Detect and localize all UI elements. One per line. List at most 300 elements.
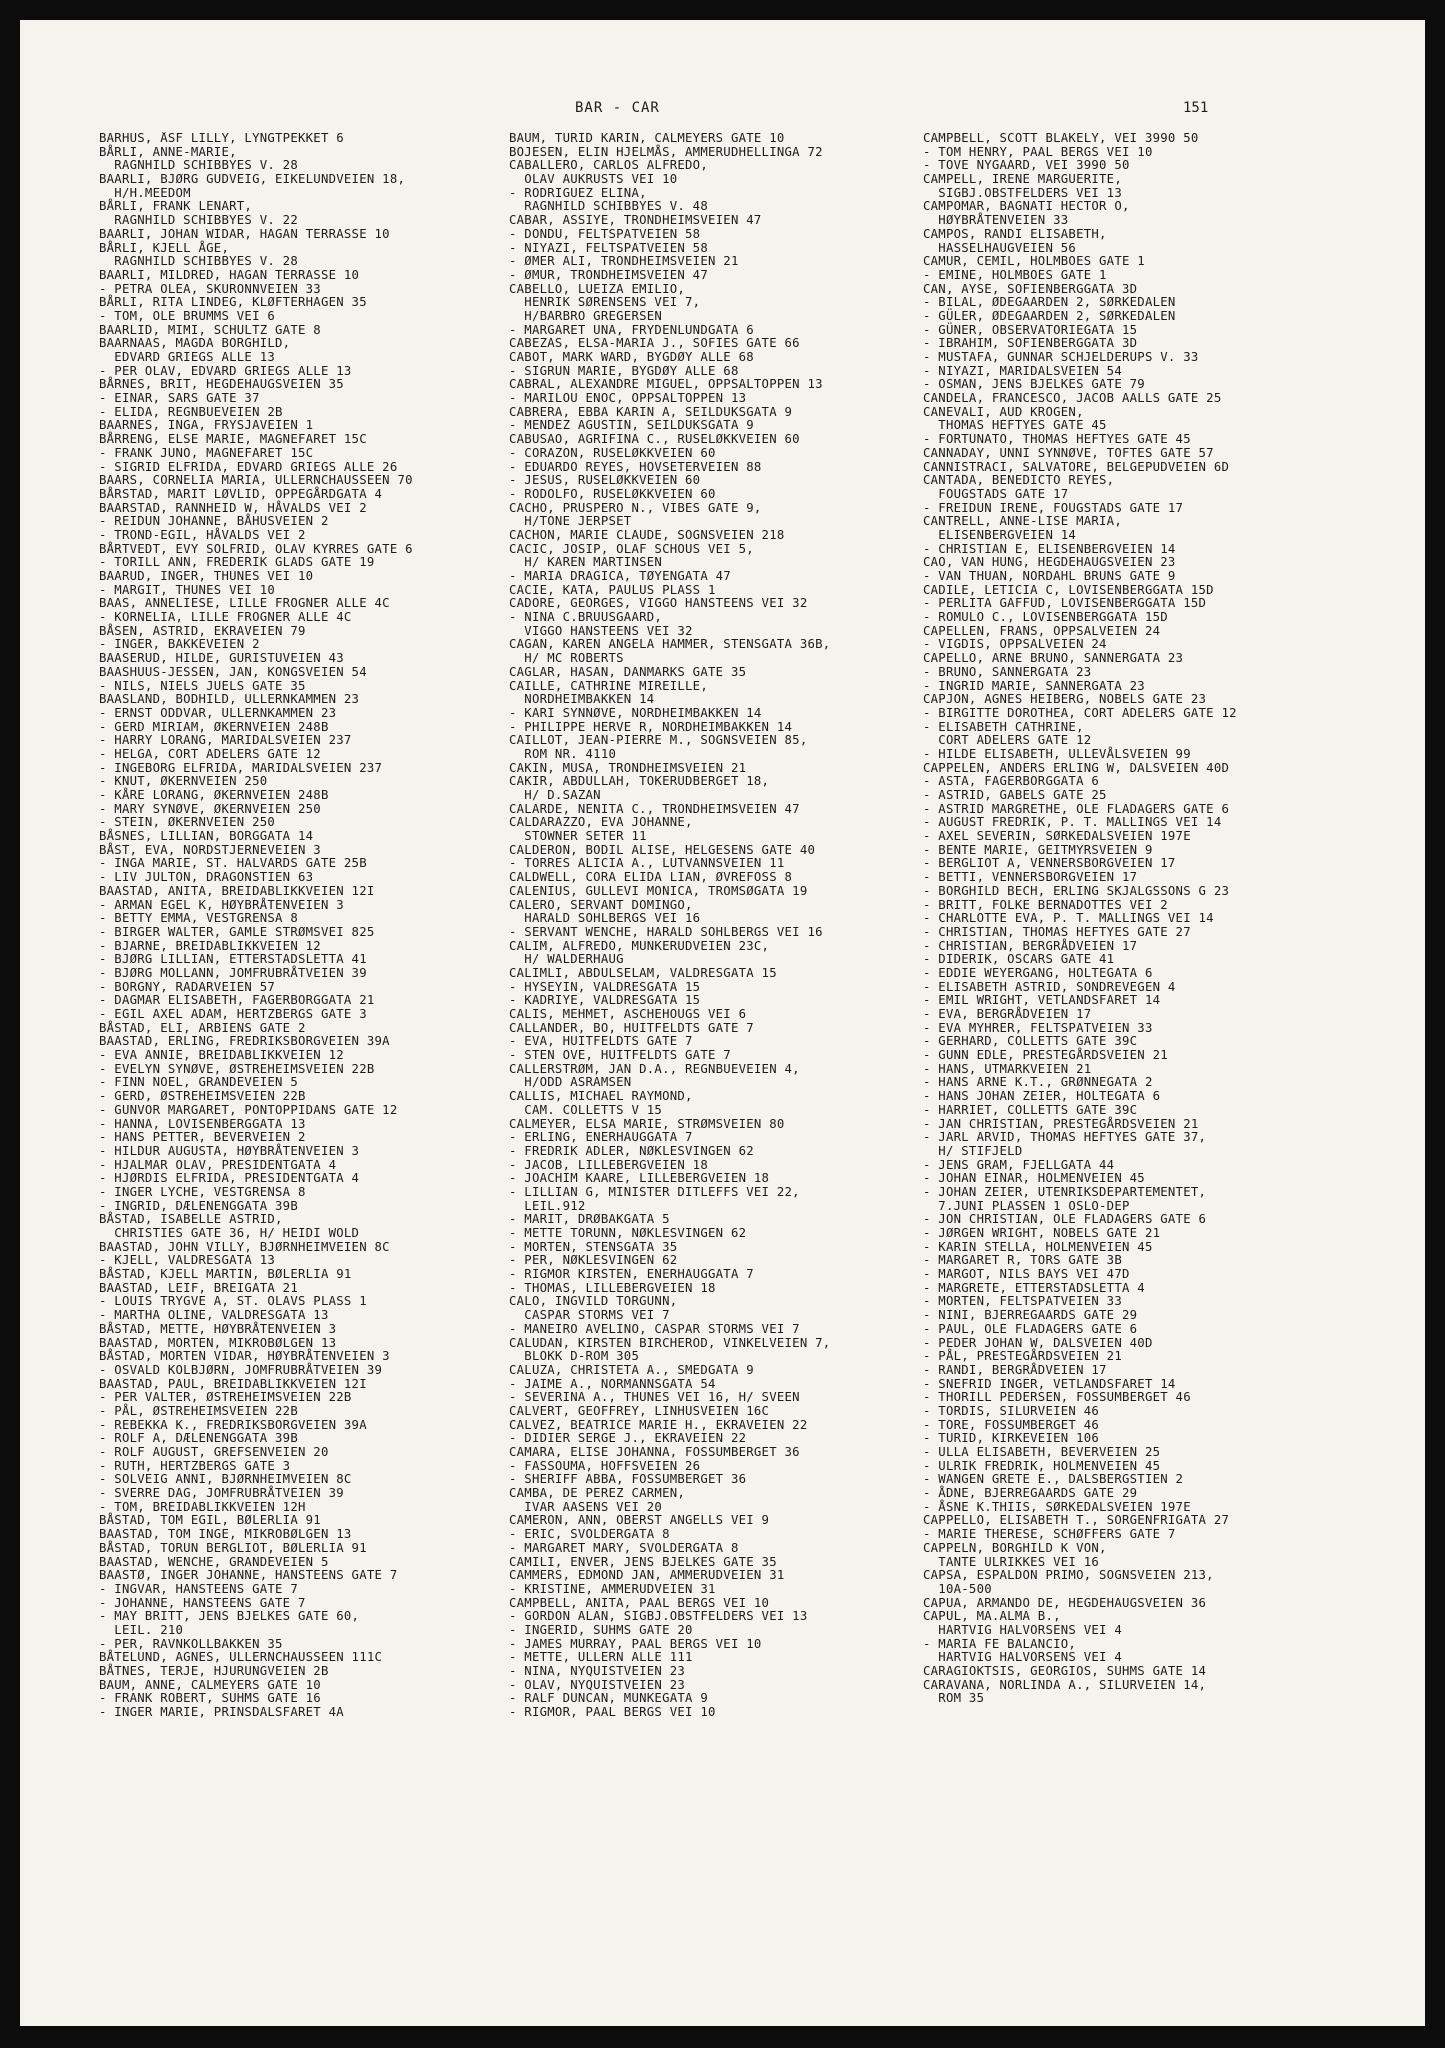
directory-entry-line: - EDUARDO REYES, HOVSETERVEIEN 88 <box>509 459 762 474</box>
directory-entry-line: - HJØRDIS ELFRIDA, PRESIDENTGATA 4 <box>99 1171 360 1186</box>
directory-entry-line: - CHARLOTTE EVA, P. T. MALLINGS VEI 14 <box>923 911 1214 926</box>
directory-entry-line: - CHRISTIAN, BERGRÅDVEIEN 17 <box>923 938 1138 953</box>
directory-entry-line: BAARLID, MIMI, SCHULTZ GATE 8 <box>99 322 321 337</box>
directory-entry-line: BOJESEN, ELIN HJELMÅS, AMMERUDHELLINGA 72 <box>509 144 823 159</box>
directory-entry-line: - HANS PETTER, BEVERVEIEN 2 <box>99 1130 306 1145</box>
directory-entry-line: - GORDON ALAN, SIGBJ.OBSTFELDERS VEI 13 <box>509 1609 808 1624</box>
directory-entry-line: BAUM, TURID KARIN, CALMEYERS GATE 10 <box>509 132 785 145</box>
directory-entry-line: CANNADAY, UNNI SYNNØVE, TOFTES GATE 57 <box>923 445 1214 460</box>
directory-entry-line: BÅSNES, LILLIAN, BORGGATA 14 <box>99 829 314 844</box>
directory-entry-line: CAPELLO, ARNE BRUNO, SANNERGATA 23 <box>923 651 1184 666</box>
directory-entry-line: CABRERA, EBBA KARIN A, SEILDUKSGATA 9 <box>509 404 793 419</box>
directory-entry-line: H/BARBRO GREGERSEN <box>509 308 663 323</box>
directory-entry-line: - REIDUN JOHANNE, BÅHUSVEIEN 2 <box>99 514 329 529</box>
directory-entry-line: - INGA MARIE, ST. HALVARDS GATE 25B <box>99 856 367 871</box>
directory-entry-line: - EVELYN SYNØVE, ØSTREHEIMSVEIEN 22B <box>99 1061 375 1076</box>
directory-entry-line: - REBEKKA K., FREDRIKSBORGVEIEN 39A <box>99 1417 367 1432</box>
directory-entry-line: THOMAS HEFTYES GATE 45 <box>923 418 1107 433</box>
directory-entry-line: - HYSEYIN, VALDRESGATA 15 <box>509 979 701 994</box>
directory-entry-line: - ASTRID, GABELS GATE 25 <box>923 788 1107 802</box>
directory-entry-line: CAO, VAN HUNG, HEGDEHAUGSVEIEN 23 <box>923 555 1176 570</box>
directory-entry-line: CASPAR STORMS VEI 7 <box>509 1308 670 1323</box>
directory-entry-line: - HARRIET, COLLETTS GATE 39C <box>923 1102 1138 1117</box>
directory-entry-line: - FRANK ROBERT, SUHMS GATE 16 <box>99 1691 321 1706</box>
directory-entry-line: - PERLITA GAFFUD, LOVISENBERGGATA 15D <box>923 596 1207 611</box>
directory-entry-line: BÅTELUND, AGNES, ULLERNCHAUSSEEN 111C <box>99 1650 383 1665</box>
directory-entry-line: - TURID, KIRKEVEIEN 106 <box>923 1431 1100 1446</box>
directory-entry-line: - BENTE MARIE, GEITMYRSVEIEN 9 <box>923 842 1153 857</box>
directory-entry-line: CACIE, KATA, PAULUS PLASS 1 <box>509 582 716 597</box>
directory-entry-line: - DAGMAR ELISABETH, FAGERBORGGATA 21 <box>99 993 375 1008</box>
directory-entry-line: - INGER MARIE, PRINSDALSFARET 4A <box>99 1705 344 1720</box>
directory-entry-line: - JØRGEN WRIGHT, NOBELS GATE 21 <box>923 1226 1161 1240</box>
directory-entry-line: CALMEYER, ELSA MARIE, STRØMSVEIEN 80 <box>509 1116 785 1131</box>
directory-entry-line: - SIGRUN MARIE, BYGDØY ALLE 68 <box>509 363 739 378</box>
directory-entry-line: - ULRIK FREDRIK, HOLMENVEIEN 45 <box>923 1458 1161 1473</box>
directory-entry-line: BÅRSTAD, MARIT LØVLID, OPPEGÅRDGATA 4 <box>99 486 383 501</box>
directory-entry-line: - AXEL SEVERIN, SØRKEDALSVEIEN 197E <box>923 829 1191 844</box>
directory-entry-line: CANDELA, FRANCESCO, JACOB AALLS GATE 25 <box>923 391 1222 406</box>
directory-entry-line: BÅTNES, TERJE, HJURUNGVEIEN 2B <box>99 1664 329 1678</box>
directory-entry-line: - HILDUR AUGUSTA, HØYBRÅTENVEIEN 3 <box>99 1143 360 1158</box>
directory-entry-line: CADORE, GEORGES, VIGGO HANSTEENS VEI 32 <box>509 596 808 611</box>
directory-entry-line: CAILLE, CATHRINE MIREILLE, <box>509 678 708 693</box>
directory-entry-line: RAGNHILD SCHIBBYES V. 22 <box>99 213 298 228</box>
directory-entry-line: - ULLA ELISABETH, BEVERVEIEN 25 <box>923 1445 1161 1459</box>
directory-entry-line: - INGRID MARIE, SANNERGATA 23 <box>923 678 1145 693</box>
directory-entry-line: CAPUL, MA.ALMA B., <box>923 1609 1061 1624</box>
directory-entry-line: BÅST, EVA, NORDSTJERNEVEIEN 3 <box>99 842 321 857</box>
directory-entry-line: - JAIME A., NORMANNSGATA 54 <box>509 1376 716 1391</box>
directory-entry-line: BÅSEN, ASTRID, EKRAVEIEN 79 <box>99 623 306 638</box>
directory-entry-line: CAPPELLO, ELISABETH T., SORGENFRIGATA 27 <box>923 1513 1230 1528</box>
directory-entry-line: HARTVIG HALVORSENS VEI 4 <box>923 1650 1122 1665</box>
directory-entry-line: RAGNHILD SCHIBBYES V. 28 <box>99 254 298 269</box>
directory-entry-line: - NILS, NIELS JUELS GATE 35 <box>99 678 306 693</box>
directory-entry-line: BÅRLI, FRANK LENART, <box>99 199 253 214</box>
directory-entry-line: - PER, RAVNKOLLBAKKEN 35 <box>99 1636 283 1651</box>
directory-entry-line: - HJALMAR OLAV, PRESIDENTGATA 4 <box>99 1157 337 1172</box>
directory-entry-line: CABALLERO, CARLOS ALFREDO, <box>509 158 708 173</box>
directory-entry-line: - MORTEN, STENSGATA 35 <box>509 1239 678 1254</box>
directory-entry-line: CALIM, ALFREDO, MUNKERUDVEIEN 23C, <box>509 938 770 953</box>
directory-entry-line: - VIGDIS, OPPSALVEIEN 24 <box>923 637 1107 652</box>
directory-entry-line: CAPUA, ARMANDO DE, HEGDEHAUGSVEIEN 36 <box>923 1595 1207 1610</box>
directory-entry-line: - EMINE, HOLMBOES GATE 1 <box>923 267 1107 282</box>
directory-entry-line: - ARMAN EGEL K, HØYBRÅTENVEIEN 3 <box>99 897 344 912</box>
directory-entry-line: CANEVALI, AUD KROGEN, <box>923 404 1084 419</box>
directory-entry-line: CAGAN, KAREN ANGELA HAMMER, STENSGATA 36B, <box>509 637 831 652</box>
directory-entry-line: - KARI SYNNØVE, NORDHEIMBAKKEN 14 <box>509 705 762 720</box>
directory-entry-line: BAARNAAS, MAGDA BORGHILD, <box>99 336 291 351</box>
directory-entry-line: BAASLAND, BODHILD, ULLERNKAMMEN 23 <box>99 692 360 707</box>
directory-entry-line: - JARL ARVID, THOMAS HEFTYES GATE 37, <box>923 1130 1207 1145</box>
directory-entry-line: CACHON, MARIE CLAUDE, SOGNSVEIEN 218 <box>509 527 785 542</box>
directory-entry-line: - JOACHIM KAARE, LILLEBERGVEIEN 18 <box>509 1171 770 1186</box>
directory-entry-line: - INGER, BAKKEVEIEN 2 <box>99 637 260 652</box>
directory-entry-line: - MARIA DRAGICA, TØYENGATA 47 <box>509 569 731 583</box>
directory-entry-line: BAARUD, INGER, THUNES VEI 10 <box>99 569 314 583</box>
directory-entry-line: BÅSTAD, KJELL MARTIN, BØLERLIA 91 <box>99 1267 352 1282</box>
directory-entry-line: - HANS JOHAN ZEIER, HOLTEGATA 6 <box>923 1089 1161 1104</box>
directory-entry-line: H/ D.SAZAN <box>509 788 601 802</box>
directory-entry-line: BAASTØ, INGER JOHANNE, HANSTEENS GATE 7 <box>99 1568 398 1583</box>
directory-entry-line: - ÅDNE, BJERREGAARDS GATE 29 <box>923 1486 1138 1501</box>
directory-entry-line: - NINI, BJERREGAARDS GATE 29 <box>923 1308 1138 1323</box>
directory-entry-line: - RALF DUNCAN, MUNKEGATA 9 <box>509 1691 708 1706</box>
directory-entry-line: CALO, INGVILD TORGUNN, <box>509 1294 678 1309</box>
directory-entry-line: CALDERON, BODIL ALISE, HELGESENS GATE 40 <box>509 842 816 857</box>
directory-entry-line: - BILAL, ØDEGAARDEN 2, SØRKEDALEN <box>923 295 1176 310</box>
directory-entry-line: - MARGIT, THUNES VEI 10 <box>99 582 276 597</box>
directory-entry-line: BAASHUUS-JESSEN, JAN, KONGSVEIEN 54 <box>99 664 367 679</box>
directory-entry-line: CAILLOT, JEAN-PIERRE M., SOGNSVEIEN 85, <box>509 733 808 748</box>
directory-entry-line: - ERNST ODDVAR, ULLERNKAMMEN 23 <box>99 705 337 720</box>
directory-entry-line: - KJELL, VALDRESGATA 13 <box>99 1253 276 1268</box>
directory-entry-line: - JOHANNE, HANSTEENS GATE 7 <box>99 1595 306 1610</box>
directory-entry-line: - GUNVOR MARGARET, PONTOPPIDANS GATE 12 <box>99 1102 398 1117</box>
directory-entry-line: - BERGLIOT A, VENNERSBORGVEIEN 17 <box>923 856 1176 871</box>
directory-entry-line: - NIYAZI, FELTSPATVEIEN 58 <box>509 240 708 255</box>
directory-entry-line: HASSELHAUGVEIEN 56 <box>923 240 1077 255</box>
directory-entry-line: - PHILIPPE HERVE R, NORDHEIMBAKKEN 14 <box>509 719 793 734</box>
directory-entry-line: - KÅRE LORANG, ØKERNVEIEN 248B <box>99 788 329 802</box>
directory-entry-line: - ÅSNE K.THIIS, SØRKEDALSVEIEN 197E <box>923 1499 1191 1514</box>
directory-entry-line: - SHERIFF ABBA, FOSSUMBERGET 36 <box>509 1472 747 1487</box>
directory-entry-line: CABRAL, ALEXANDRE MIGUEL, OPPSALTOPPEN 13 <box>509 377 823 392</box>
directory-entry-line: - VAN THUAN, NORDAHL BRUNS GATE 9 <box>923 569 1176 583</box>
directory-entry-line: - INGVAR, HANSTEENS GATE 7 <box>99 1581 298 1596</box>
directory-entry-line: BÅSTAD, TORUN BERGLIOT, BØLERLIA 91 <box>99 1540 367 1555</box>
directory-entry-line: H/ WALDERHAUG <box>509 952 624 967</box>
directory-entry-line: - OSMAN, JENS BJELKES GATE 79 <box>923 377 1145 392</box>
directory-entry-line: - MAY BRITT, JENS BJELKES GATE 60, <box>99 1609 360 1624</box>
directory-entry-line: H/ODD ASRAMSEN <box>509 1075 632 1090</box>
directory-column-3 <box>923 132 1405 2012</box>
directory-entry-line: CAMILI, ENVER, JENS BJELKES GATE 35 <box>509 1554 777 1569</box>
directory-entry-line: IVAR AASENS VEI 20 <box>509 1499 663 1514</box>
directory-entry-line: - IBRAHIM, SOFIENBERGGATA 3D <box>923 336 1138 351</box>
directory-entry-line: 7.JUNI PLASSEN 1 OSLO-DEP <box>923 1198 1130 1213</box>
directory-entry-line: - THOMAS, LILLEBERGVEIEN 18 <box>509 1280 716 1295</box>
directory-entry-line: - SVERRE DAG, JOMFRUBRÅTVEIEN 39 <box>99 1486 344 1501</box>
directory-entry-line: - EGIL AXEL ADAM, HERTZBERGS GATE 3 <box>99 1007 367 1021</box>
directory-entry-line: - GÜNER, OBSERVATORIEGATA 15 <box>923 322 1138 337</box>
directory-entry-line: BLOKK D-ROM 305 <box>509 1349 640 1364</box>
directory-entry-line: - BORGHILD BECH, ERLING SKJALGSSONS G 23 <box>923 883 1230 898</box>
directory-entry-line: BAASTAD, ERLING, FREDRIKSBORGVEIEN 39A <box>99 1034 390 1049</box>
directory-entry-line: - PER, NØKLESVINGEN 62 <box>509 1253 678 1268</box>
directory-entry-line: - MENDEZ AGUSTIN, SEILDUKSGATA 9 <box>509 418 754 433</box>
directory-entry-line: - WANGEN GRETE E., DALSBERGSTIEN 2 <box>923 1472 1184 1487</box>
directory-entry-line: CHRISTIES GATE 36, H/ HEIDI WOLD <box>99 1226 360 1240</box>
directory-entry-line: - BORGNY, RADARVEIEN 57 <box>99 979 276 994</box>
directory-entry-line: RAGNHILD SCHIBBYES V. 48 <box>509 199 708 214</box>
directory-entry-line: BÅRTVEDT, EVY SOLFRID, OLAV KYRRES GATE 6 <box>99 541 413 556</box>
directory-entry-line: BAARNES, INGA, FRYSJAVEIEN 1 <box>99 418 314 433</box>
directory-entry-line: - LIV JULTON, DRAGONSTIEN 63 <box>99 870 314 885</box>
directory-entry-line: - PER VALTER, ØSTREHEIMSVEIEN 22B <box>99 1390 352 1405</box>
directory-entry-line: - JESUS, RUSELØKKVEIEN 60 <box>509 473 701 488</box>
directory-entry-line: BAASTAD, JOHN VILLY, BJØRNHEIMVEIEN 8C <box>99 1239 390 1254</box>
directory-entry-line: CALUDAN, KIRSTEN BIRCHEROD, VINKELVEIEN 7, <box>509 1335 831 1350</box>
directory-entry-line: CAKIN, MUSA, TRONDHEIMSVEIEN 21 <box>509 760 747 775</box>
directory-entry-line: - ROLF A, DÆLENENGGATA 39B <box>99 1431 298 1446</box>
directory-entry-line: - CHRISTIAN, THOMAS HEFTYES GATE 27 <box>923 924 1191 939</box>
directory-entry-line: - JENS GRAM, FJELLGATA 44 <box>923 1157 1115 1172</box>
directory-entry-line: - BJØRG LILLIAN, ETTERSTADSLETTA 41 <box>99 952 367 967</box>
directory-entry-line: EDVARD GRIEGS ALLE 13 <box>99 350 276 364</box>
directory-entry-line: - BJARNE, BREIDABLIKKVEIEN 12 <box>99 938 321 953</box>
directory-entry-line: CANTRELL, ANNE-LISE MARIA, <box>923 514 1122 529</box>
directory-entry-line: BAASTAD, PAUL, BREIDABLIKKVEIEN 12I <box>99 1376 367 1391</box>
directory-entry-line: - NIYAZI, MARIDALSVEIEN 54 <box>923 363 1122 378</box>
directory-entry-line: CALVERT, GEOFFREY, LINHUSVEIEN 16C <box>509 1403 770 1418</box>
directory-entry-line: BAASTAD, MORTEN, MIKROBØLGEN 13 <box>99 1335 337 1350</box>
directory-entry-line: - METTE, ULLERN ALLE 111 <box>509 1650 693 1665</box>
directory-entry-line: - NINA, NYQUISTVEIEN 23 <box>509 1664 686 1678</box>
directory-column-2 <box>509 132 919 2012</box>
directory-entry-line: - EVA, HUITFELDTS GATE 7 <box>509 1034 693 1049</box>
directory-entry-line: BAASTAD, LEIF, BREIGATA 21 <box>99 1280 298 1295</box>
directory-entry-line: - DIDIER SERGE J., EKRAVEIEN 22 <box>509 1431 747 1446</box>
directory-entry-line: H/TONE JERPSET <box>509 514 632 529</box>
directory-entry-line: - TOM, OLE BRUMMS VEI 6 <box>99 308 276 323</box>
directory-entry-line: BAARLI, JOHAN WIDAR, HAGAN TERRASSE 10 <box>99 226 390 241</box>
directory-entry-line: CAMUR, CEMIL, HOLMBOES GATE 1 <box>923 254 1145 269</box>
directory-entry-line: HENRIK SØRENSENS VEI 7, <box>509 295 701 310</box>
directory-entry-line: - PAUL, OLE FLADAGERS GATE 6 <box>923 1321 1138 1336</box>
directory-entry-line: CANNISTRACI, SALVATORE, BELGEPUDVEIEN 6D <box>923 459 1230 474</box>
directory-entry-line: - PER OLAV, EDVARD GRIEGS ALLE 13 <box>99 363 352 378</box>
directory-entry-line: 10A-500 <box>923 1581 992 1596</box>
directory-entry-line: - JOHAN ZEIER, UTENRIKSDEPARTEMENTET, <box>923 1184 1207 1199</box>
directory-entry-line: BÅSTAD, METTE, HØYBRÅTENVEIEN 3 <box>99 1321 337 1336</box>
directory-entry-line: - TORE, FOSSUMBERGET 46 <box>923 1417 1100 1432</box>
directory-entry-line: CALDARAZZO, EVA JOHANNE, <box>509 815 693 830</box>
directory-entry-line: HARALD SOHLBERGS VEI 16 <box>509 911 701 926</box>
directory-entry-line: CANTADA, BENEDICTO REYES, <box>923 473 1115 488</box>
directory-entry-line: BAARS, CORNELIA MARIA, ULLERNCHAUSSEEN 70 <box>99 473 413 488</box>
directory-entry-line: - PETRA OLEA, SKURONNVEIEN 33 <box>99 281 321 296</box>
directory-entry-line: BAUM, ANNE, CALMEYERS GATE 10 <box>99 1677 321 1692</box>
directory-entry-line: - LILLIAN G, MINISTER DITLEFFS VEI 22, <box>509 1184 800 1199</box>
directory-entry-line: - MARGRETE, ETTERSTADSLETTA 4 <box>923 1280 1145 1295</box>
directory-entry-line: - PÅL, PRESTEGÅRDSVEIEN 21 <box>923 1349 1122 1364</box>
directory-entry-line: - KNUT, ØKERNVEIEN 250 <box>99 774 268 789</box>
directory-entry-line: - ROLF AUGUST, GREFSENVEIEN 20 <box>99 1445 329 1459</box>
directory-entry-line: - ELIDA, REGNBUEVEIEN 2B <box>99 404 283 419</box>
directory-entry-line: - FASSOUMA, HOFFSVEIEN 26 <box>509 1458 701 1473</box>
directory-entry-line: - JAMES MURRAY, PAAL BERGS VEI 10 <box>509 1636 762 1651</box>
directory-entry-line: VIGGO HANSTEENS VEI 32 <box>509 623 693 638</box>
directory-entry-line: - TOVE NYGAARD, VEI 3990 50 <box>923 158 1130 173</box>
directory-entry-line: ELISENBERGVEIEN 14 <box>923 527 1077 542</box>
directory-entry-line: CAPJON, AGNES HEIBERG, NOBELS GATE 23 <box>923 692 1207 707</box>
directory-entry-line: CALUZA, CHRISTETA A., SMEDGATA 9 <box>509 1362 754 1377</box>
directory-entry-line: SIGBJ.OBSTFELDERS VEI 13 <box>923 185 1122 200</box>
directory-entry-line: - RODOLFO, RUSELØKKVEIEN 60 <box>509 486 716 501</box>
directory-entry-line: - EVA MYHRER, FELTSPATVEIEN 33 <box>923 1020 1153 1035</box>
directory-entry-line: BAARSTAD, RANNHEID W, HÅVALDS VEI 2 <box>99 500 367 515</box>
directory-entry-line: - INGEBORG ELFRIDA, MARIDALSVEIEN 237 <box>99 760 383 775</box>
directory-entry-line: CAM. COLLETTS V 15 <box>509 1102 663 1117</box>
directory-column-1 <box>99 132 489 2012</box>
directory-entry-line: - FRANK JUNO, MAGNEFARET 15C <box>99 445 314 460</box>
directory-entry-line: BAASTAD, ANITA, BREIDABLIKKVEIEN 12I <box>99 883 375 898</box>
page-header <box>20 100 1425 122</box>
directory-entry-line: CAN, AYSE, SOFIENBERGGATA 3D <box>923 281 1138 296</box>
directory-entry-line: - RUTH, HERTZBERGS GATE 3 <box>99 1458 291 1473</box>
directory-entry-line: - PÅL, ØSTREHEIMSVEIEN 22B <box>99 1403 298 1418</box>
directory-entry-line: - INGERID, SUHMS GATE 20 <box>509 1622 693 1637</box>
directory-entry-line: - BRITT, FOLKE BERNADOTTES VEI 2 <box>923 897 1168 912</box>
directory-entry-line: CAMPBELL, ANITA, PAAL BERGS VEI 10 <box>509 1595 770 1610</box>
directory-entry-line: - TORRES ALICIA A., LUTVANNSVEIEN 11 <box>509 856 785 871</box>
directory-entry-line: CALIS, MEHMET, ASCHEHOUGS VEI 6 <box>509 1007 747 1021</box>
directory-entry-line: - HELGA, CORT ADELERS GATE 12 <box>99 746 321 761</box>
directory-entry-line: - TOM, BREIDABLIKKVEIEN 12H <box>99 1499 306 1514</box>
directory-entry-line: STOWNER SETER 11 <box>509 829 647 844</box>
directory-entry-line: - GÜLER, ØDEGAARDEN 2, SØRKEDALEN <box>923 308 1176 323</box>
directory-entry-line: - GUNN EDLE, PRESTEGÅRDSVEIEN 21 <box>923 1048 1168 1063</box>
directory-entry-line: CAPSA, ESPALDON PRIMO, SOGNSVEIEN 213, <box>923 1568 1214 1583</box>
directory-entry-line: - STEIN, ØKERNVEIEN 250 <box>99 815 276 830</box>
directory-entry-line: CAMPOS, RANDI ELISABETH, <box>923 226 1107 241</box>
directory-entry-line: CABAR, ASSIYE, TRONDHEIMSVEIEN 47 <box>509 213 762 228</box>
directory-entry-line: - ØMUR, TRONDHEIMSVEIEN 47 <box>509 267 708 282</box>
directory-entry-line: CAMARA, ELISE JOHANNA, FOSSUMBERGET 36 <box>509 1445 800 1459</box>
directory-entry-line: H/ STIFJELD <box>923 1143 1023 1158</box>
directory-entry-line: - HILDE ELISABETH, ULLEVÅLSVEIEN 99 <box>923 746 1191 761</box>
directory-entry-line: - ELISABETH CATHRINE, <box>923 719 1084 734</box>
directory-entry-line: CARAVANA, NORLINDA A., SILURVEIEN 14, <box>923 1677 1207 1692</box>
directory-entry-line: CALARDE, NENITA C., TRONDHEIMSVEIEN 47 <box>509 801 800 816</box>
directory-entry-line: LEIL.912 <box>509 1198 586 1213</box>
directory-entry-line: CABELLO, LUEIZA EMILIO, <box>509 281 686 296</box>
directory-entry-line: - GERD MIRIAM, ØKERNVEIEN 248B <box>99 719 329 734</box>
directory-entry-line: - DIDERIK, OSCARS GATE 41 <box>923 952 1115 967</box>
directory-entry-line: LEIL. 210 <box>99 1622 184 1637</box>
directory-entry-line: - CORAZON, RUSELØKKVEIEN 60 <box>509 445 716 460</box>
directory-entry-line: - MARIE THERESE, SCHØFFERS GATE 7 <box>923 1527 1176 1542</box>
directory-entry-line: - RIGMOR, PAAL BERGS VEI 10 <box>509 1705 716 1720</box>
directory-entry-line: HØYBRÅTENVEIEN 33 <box>923 213 1069 228</box>
directory-entry-line: - RODRIGUEZ ELINA, <box>509 185 647 200</box>
directory-entry-line: - HANS, UTMARKVEIEN 21 <box>923 1061 1092 1076</box>
page-number: 151 <box>1183 100 1209 116</box>
directory-page <box>20 20 1425 2026</box>
directory-entry-line: CARAGIOKTSIS, GEORGIOS, SUHMS GATE 14 <box>923 1664 1207 1678</box>
directory-entry-line: ROM NR. 4110 <box>509 746 617 761</box>
directory-entry-line: - OLAV, NYQUISTVEIEN 23 <box>509 1677 686 1692</box>
directory-entry-line: - FINN NOEL, GRANDEVEIEN 5 <box>99 1075 298 1090</box>
directory-entry-line: - MUSTAFA, GUNNAR SCHJELDERUPS V. 33 <box>923 350 1199 364</box>
directory-entry-line: - JON CHRISTIAN, OLE FLADAGERS GATE 6 <box>923 1212 1207 1227</box>
directory-entry-line: H/ KAREN MARTINSEN <box>509 555 663 570</box>
directory-entry-line: - BETTI, VENNERSBORGVEIEN 17 <box>923 870 1138 885</box>
directory-entry-line: - FORTUNATO, THOMAS HEFTYES GATE 45 <box>923 432 1191 447</box>
directory-entry-line: - MARGARET UNA, FRYDENLUNDGATA 6 <box>509 322 754 337</box>
directory-entry-line: - TORDIS, SILURVEIEN 46 <box>923 1403 1100 1418</box>
directory-entry-line: CALLIS, MICHAEL RAYMOND, <box>509 1089 693 1104</box>
directory-entry-line: BÅSTAD, TOM EGIL, BØLERLIA 91 <box>99 1513 321 1528</box>
directory-entry-line: - ASTA, FAGERBORGGATA 6 <box>923 774 1100 789</box>
directory-entry-line: - DONDU, FELTSPATVEIEN 58 <box>509 226 701 241</box>
directory-entry-line: BAAS, ANNELIESE, LILLE FROGNER ALLE 4C <box>99 596 390 611</box>
directory-entry-line: CACHO, PRUSPERO N., VIBES GATE 9, <box>509 500 762 515</box>
directory-entry-line: - MARIA FE BALANCIO, <box>923 1636 1077 1651</box>
directory-entry-line: - LOUIS TRYGVE A, ST. OLAVS PLASS 1 <box>99 1294 367 1309</box>
directory-entry-line: CAPPELEN, ANDERS ERLING W, DALSVEIEN 40D <box>923 760 1230 775</box>
directory-entry-line: - JOHAN EINAR, HOLMENVEIEN 45 <box>923 1171 1145 1186</box>
directory-entry-line: NORDHEIMBAKKEN 14 <box>509 692 655 707</box>
directory-entry-line: - TORILL ANN, FREDERIK GLADS GATE 19 <box>99 555 375 570</box>
directory-entry-line: CABEZAS, ELSA-MARIA J., SOFIES GATE 66 <box>509 336 800 351</box>
directory-entry-line: - EDDIE WEYERGANG, HOLTEGATA 6 <box>923 965 1153 980</box>
directory-entry-line: CALIMLI, ABDULSELAM, VALDRESGATA 15 <box>509 965 777 980</box>
directory-entry-line: BAASERUD, HILDE, GURISTUVEIEN 43 <box>99 651 344 666</box>
directory-entry-line: BÄRHUS, ÅSF LILLY, LYNGTPEKKET 6 <box>99 132 344 145</box>
directory-entry-line: - KRISTINE, AMMERUDVEIEN 31 <box>509 1581 716 1596</box>
directory-entry-line: - ASTRID MARGRETHE, OLE FLADAGERS GATE 6 <box>923 801 1230 816</box>
directory-entry-line: - CHRISTIAN E, ELISENBERGVEIEN 14 <box>923 541 1176 556</box>
directory-entry-line: CACIC, JOSIP, OLAF SCHOUS VEI 5, <box>509 541 754 556</box>
directory-entry-line: CAKIR, ABDULLAH, TOKERUDBERGET 18, <box>509 774 770 789</box>
directory-entry-line: BAASTAD, TOM INGE, MIKROBØLGEN 13 <box>99 1527 352 1542</box>
directory-entry-line: - HANNA, LOVISENBERGGATA 13 <box>99 1116 306 1131</box>
directory-entry-line: - INGRID, DÆLENENGGATA 39B <box>99 1198 298 1213</box>
directory-entry-line: CAMPOMAR, BAGNATI HECTOR O, <box>923 199 1130 214</box>
directory-entry-line: BAARLI, BJØRG GUDVEIG, EIKELUNDVEIEN 18, <box>99 172 406 187</box>
directory-entry-line: OLAV AUKRUSTS VEI 10 <box>509 172 678 187</box>
directory-entry-line: CADILE, LETICIA C, LOVISENBERGGATA 15D <box>923 582 1214 597</box>
directory-entry-line: BÅSTAD, MORTEN VIDAR, HØYBRÅTENVEIEN 3 <box>99 1349 390 1364</box>
directory-entry-line: BÅRLI, ANNE-MARIE, <box>99 144 237 159</box>
directory-entry-line: CALDWELL, CORA ELIDA LIAN, ØVREFOSS 8 <box>509 870 793 885</box>
directory-entry-line: CALENIUS, GULLEVI MONICA, TROMSØGATA 19 <box>509 883 808 898</box>
directory-entry-line: - NINA C.BRUUSGAARD, <box>509 610 663 625</box>
directory-entry-line: - GERD, ØSTREHEIMSVEIEN 22B <box>99 1089 306 1104</box>
directory-entry-line: CABOT, MARK WARD, BYGDØY ALLE 68 <box>509 350 754 364</box>
directory-entry-line: CAMERON, ANN, OBERST ANGELLS VEI 9 <box>509 1513 770 1528</box>
directory-entry-line: - SEVERINA A., THUNES VEI 16, H/ SVEEN <box>509 1390 800 1405</box>
directory-entry-line: BAARLI, MILDRED, HAGAN TERRASSE 10 <box>99 267 360 282</box>
directory-entry-line: H/ MC ROBERTS <box>509 651 624 666</box>
directory-entry-line: - BRUNO, SANNERGATA 23 <box>923 664 1092 679</box>
directory-entry-line: CABUSAO, AGRIFINA C., RUSELØKKVEIEN 60 <box>509 432 800 447</box>
directory-entry-line: CALVEZ, BEATRICE MARIE H., EKRAVEIEN 22 <box>509 1417 808 1432</box>
directory-entry-line: - KADRIYE, VALDRESGATA 15 <box>509 993 701 1008</box>
directory-entry-line: H/H.MEEDOM <box>99 185 191 200</box>
directory-entry-line: - STEN OVE, HUITFELDTS GATE 7 <box>509 1048 731 1063</box>
page-title: BAR - CAR <box>575 100 660 116</box>
directory-entry-line: CALLERSTRØM, JAN D.A., REGNBUEVEIEN 4, <box>509 1061 800 1076</box>
directory-entry-line: - SERVANT WENCHE, HARALD SOHLBERGS VEI 16 <box>509 924 823 939</box>
directory-entry-line: CAPPELN, BORGHILD K VON, <box>923 1540 1107 1555</box>
directory-entry-line: - MANEIRO AVELINO, CASPAR STORMS VEI 7 <box>509 1321 800 1336</box>
directory-entry-line: - GERHARD, COLLETTS GATE 39C <box>923 1034 1138 1049</box>
directory-entry-line: CAPELLEN, FRANS, OPPSALVEIEN 24 <box>923 623 1161 638</box>
directory-entry-line: - INGER LYCHE, VESTGRENSA 8 <box>99 1184 306 1199</box>
directory-entry-line: BÅRLI, RITA LINDEG, KLØFTERHAGEN 35 <box>99 295 367 310</box>
directory-entry-line: - EVA, BERGRÅDVEIEN 17 <box>923 1007 1092 1021</box>
directory-entry-line: - SNEFRID INGER, VETLANDSFARET 14 <box>923 1376 1176 1391</box>
directory-entry-line: - MARGARET MARY, SVOLDERGATA 8 <box>509 1540 739 1555</box>
directory-entry-line: - AUGUST FREDRIK, P. T. MALLINGS VEI 14 <box>923 815 1222 830</box>
directory-entry-line: CAMPBELL, SCOTT BLAKELY, VEI 3990 50 <box>923 132 1199 145</box>
directory-entry-line: - ØMER ALI, TRONDHEIMSVEIEN 21 <box>509 254 739 269</box>
